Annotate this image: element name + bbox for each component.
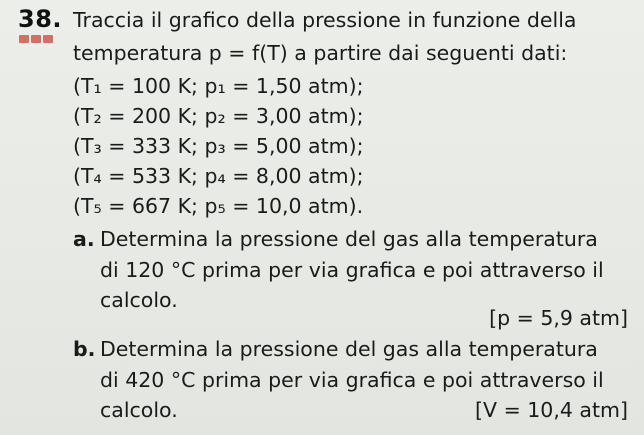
difficulty-square-3 <box>43 35 53 43</box>
part-a-line-3: calcolo. <box>100 288 178 312</box>
part-a-line-2: di 120 °C prima per via grafica e poi attraverso il <box>100 258 604 282</box>
exercise-number: 38. <box>18 5 63 33</box>
data-point-2: (T₂ = 200 K; p₂ = 3,00 atm); <box>73 104 364 128</box>
data-point-1: (T₁ = 100 K; p₁ = 1,50 atm); <box>73 74 364 98</box>
difficulty-square-1 <box>19 35 29 43</box>
data-point-5: (T₅ = 667 K; p₅ = 10,0 atm). <box>73 194 364 218</box>
part-a-answer: [p = 5,9 atm] <box>489 306 628 330</box>
part-a-label: a. <box>73 227 95 251</box>
data-point-4: (T₄ = 533 K; p₄ = 8,00 atm); <box>73 164 364 188</box>
part-b-line-1: Determina la pressione del gas alla temperatura <box>100 337 598 361</box>
part-a-line-1: Determina la pressione del gas alla temperatura <box>100 227 598 251</box>
statement-line-2: temperatura p = f(T) a partire dai seguenti dati: <box>73 41 568 65</box>
difficulty-square-2 <box>31 35 41 43</box>
part-b-line-2: di 420 °C prima per via grafica e poi attraverso il <box>100 368 604 392</box>
part-b-line-3: calcolo. <box>100 398 178 422</box>
part-b-answer: [V = 10,4 atm] <box>475 398 628 422</box>
statement-line-1: Traccia il grafico della pressione in funzione della <box>73 8 577 32</box>
data-point-3: (T₃ = 333 K; p₃ = 5,00 atm); <box>73 134 364 158</box>
part-b-label: b. <box>73 337 96 361</box>
difficulty-indicator-icon <box>19 35 53 43</box>
